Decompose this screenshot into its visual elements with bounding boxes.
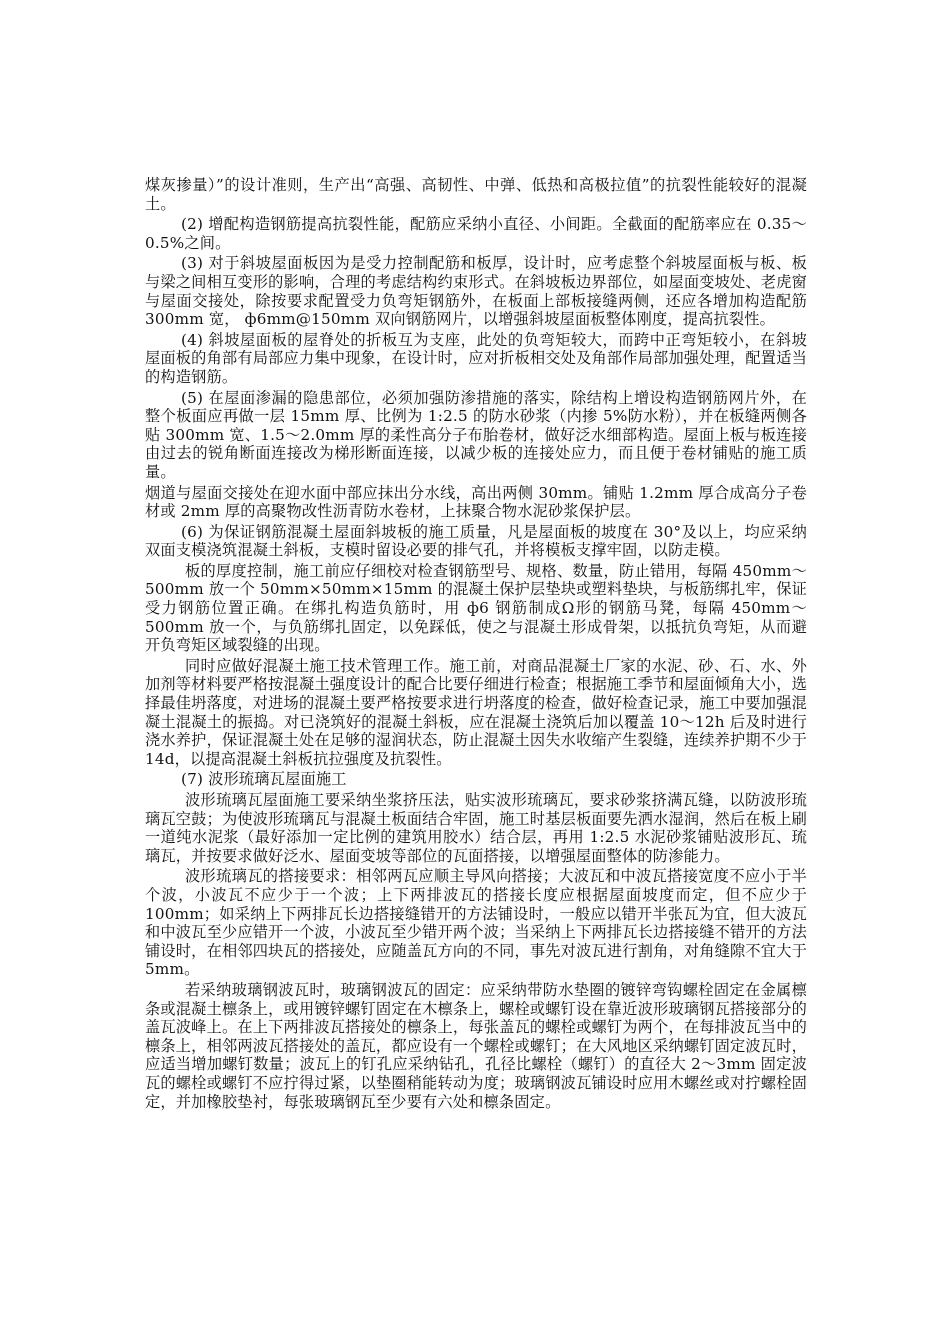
paragraph-11: 波形琉璃瓦屋面施工要采纳坐浆挤压法，贴实波形琉璃瓦，要求砂浆挤满瓦缝，以防波形琉璃瓦空鼓；为使波形琉璃瓦与混凝土板面结合牢固，施工时基层板面要先洒水湿润，然后在板上刷一道纯水泥浆（最好添加一定比例的建筑用胶水）结合层，再用 1:2.5 水泥砂浆铺贴波形瓦、琉璃瓦，并按要求做好泛水、屋面变坡等部位的瓦面搭接，以增强屋面整体的防渗能力。 [145, 791, 807, 865]
paragraph-7: (6) 为保证钢筋混凝土屋面斜坡板的施工质量，凡是屋面板的坡度在 30°及以上，均应采纳双面支模浇筑混凝土斜板，支模时留设必要的排气孔，并将模板支撑牢固，以防走模。 [145, 522, 807, 560]
paragraph-10-heading: (7) 波形琉璃瓦屋面施工 [181, 770, 347, 789]
paragraph-8: 板的厚度控制，施工前应仔细校对检查钢筋型号、规格、数量，防止错用，每隔 450mm～500mm 放一个 50mm×50mm×15mm 的混凝土保护层垫块或塑料垫块，与板筋绑扎牢，保证受力钢筋位置正确。在绑扎构造负筋时，用 ф6 钢筋制成Ω形的钢筋马凳，每隔 450mm～500mm 放一个，与负筋绑扎固定，以免踩低，使之与混凝土形成骨架，以抵抗负弯矩，从而避开负弯矩区域裂缝的出现。 [145, 561, 807, 655]
paragraph-2: (2) 增配构造钢筋提高抗裂性能，配筋应采纳小直径、小间距。全截面的配筋率应在 0.35～0.5%之间。 [145, 215, 807, 252]
document-page [145, 176, 807, 1113]
paragraph-9: 同时应做好混凝土施工技术管理工作。施工前，对商品混凝土厂家的水泥、砂、石、水、外加剂等材料要严格按混凝土强度设计的配合比要仔细进行检查；根据施工季节和屋面倾角大小，选择最佳坍落度，对进场的混凝土要严格按要求进行坍落度的检查，做好检查记录，施工中要加强混凝土混凝土的振捣。对已浇筑好的混凝土斜板，应在混凝土浇筑后加以覆盖 10～12h 后及时进行浇水养护，保证混凝土处在足够的湿润状态，防止混凝土因失水收缩产生裂缝，连续养护期不少于 14d，以提高混凝土斜板抗拉强度及抗裂性。 [145, 656, 807, 768]
paragraph-12: 波形琉璃瓦的搭接要求：相邻两瓦应顺主导风向搭接；大波瓦和中波瓦搭接宽度不应小于半个波，小波瓦不应少于一个波；上下两排波瓦的搭接长度应根据屋面坡度而定，但不应少于 100mm；如采纳上下两排瓦长边搭接缝错开的方法铺设时，一般应以错开半张瓦为宜，但大波瓦和中波瓦至少应错开一个波，小波瓦至少错开两个波；当采纳上下两排瓦长边搭接缝不错开的方法铺设时，在相邻四块瓦的搭接处，应随盖瓦方向的不同，事先对波瓦进行割角，对角缝隙不宜大于 5mm。 [145, 867, 807, 979]
paragraph-6: 烟道与屋面交接处在迎水面中部应抹出分水线，高出两侧 30mm。铺贴 1.2mm 厚合成高分子卷材或 2mm 厚的高聚物改性沥青防水卷材，上抹聚合物水泥砂浆保护层。 [145, 483, 807, 521]
paragraph-5: (5) 在屋面渗漏的隐患部位，必须加强防渗措施的落实，除结构上增设构造钢筋网片外，在整个板面应再做一层 15mm 厚、比例为 1:2.5 的防水砂浆（内掺 5%防水粉），并在板缝两侧各贴 300mm 宽、1.5～2.0mm 厚的柔性高分子布胎卷材，做好泛水细部构造。屋面上板与板连接由过去的锐角断面连接改为梯形断面连接，以减少板的连接处应力，而且便于卷材铺贴的施工质量。 [145, 388, 807, 481]
paragraph-1: 煤灰掺量）”的设计准则，生产出“高强、高韧性、中弹、低热和高极拉值”的抗裂性能较好的混凝土。 [145, 176, 807, 213]
paragraph-3: (3) 对于斜坡屋面板因为是受力控制配筋和板厚，设计时，应考虑整个斜坡屋面板与板、板与梁之间相互变形的影响，合理的考虑结构约束形式。在斜坡板边界部位，如屋面变坡处、老虎窗与屋面交接处，除按要求配置受力负弯矩钢筋外，在板面上部板接缝两侧，还应各增加构造配筋 300mm 宽， ф6mm@150mm 双向钢筋网片，以增强斜坡屋面板整体刚度，提高抗裂性。 [145, 254, 807, 329]
paragraph-13: 若采纳玻璃钢波瓦时，玻璃钢波瓦的固定：应采纳带防水垫圈的镀锌弯钩螺栓固定在金属檩条或混凝土檩条上，或用镀锌螺钉固定在木檩条上，螺栓或螺钉设在靠近波形玻璃钢瓦搭接部分的盖瓦波峰上。在上下两排波瓦搭接处的檩条上，每张盖瓦的螺栓或螺钉为两个，在每排波瓦当中的檩条上，相邻两波瓦搭接处的盖瓦，都应设有一个螺栓或螺钉；在大风地区采纳螺钉固定波瓦时，应适当增加螺钉数量；波瓦上的钉孔应采纳钻孔，孔径比螺栓（螺钉）的直径大 2～3mm 固定波瓦的螺栓或螺钉不应拧得过紧，以垫圈稍能转动为度；玻璃钢波瓦铺设时应用木螺丝或对拧螺栓固定，并加橡胶垫衬，每张玻璃钢瓦至少要有六处和檩条固定。 [145, 980, 807, 1111]
paragraph-4: (4) 斜坡屋面板的屋脊处的折板互为支座，此处的负弯矩较大，而跨中正弯矩较小，在斜坡屋面板的角部有局部应力集中现象，在设计时，应对折板相交处及角部作局部加强处理，配置适当的构造钢筋。 [145, 330, 807, 386]
